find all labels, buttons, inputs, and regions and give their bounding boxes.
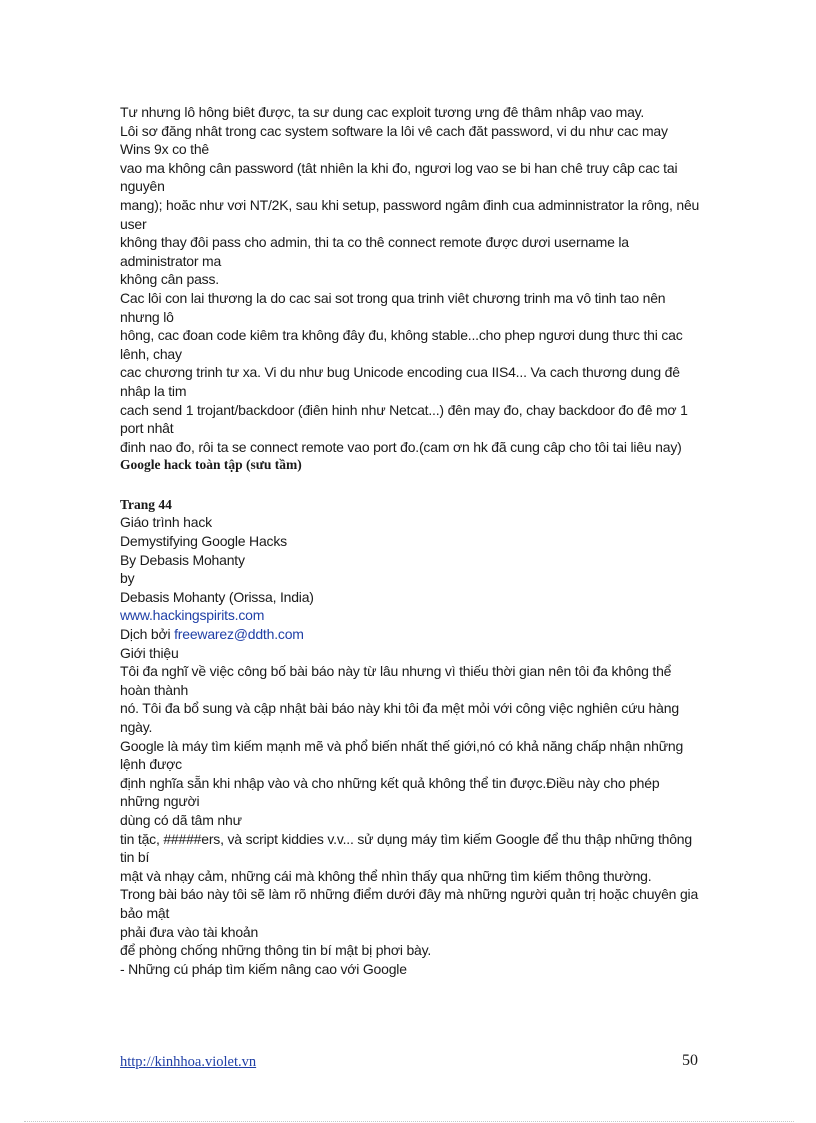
book-title: Giáo trình hack: [120, 514, 212, 531]
text-line: Trong bài báo này tôi sẽ làm rõ những điểm dưới đây mà những người quản trị hoặc chuyên gia bảo mật: [120, 886, 699, 921]
translator-line: [120, 625, 700, 644]
intro-heading: Giới thiệu: [120, 644, 179, 661]
author: Debasis Mohanty (Orissa, India): [120, 588, 314, 605]
by-text: by: [120, 570, 135, 587]
text-line: Cac lôi con lai thương la do cac sai sot trong qua trinh viêt chương trinh ma vô tinh tao nên nhưng lô: [120, 289, 666, 325]
text-line: Lôi sơ đăng nhât trong cac system software la lôi vê cach đăt password, vi du như cac may Wins 9x co thê: [120, 122, 668, 158]
text-line: vao ma không cân password (tât nhiên la khi đo, ngươi log vao se bi han chê truy câp cac tai nguyên: [120, 159, 678, 195]
text-line: không cân pass.: [120, 271, 219, 288]
text-line: dùng có dã tâm như: [120, 811, 242, 828]
translator-prefix: Dịch bởi: [120, 626, 175, 643]
text-line: mang); hoăc như vơi NT/2K, sau khi setup, password ngâm đinh cua adminnistrator la rông, nêu user: [120, 196, 700, 232]
byline: By Debasis Mohanty: [120, 551, 245, 568]
text-line: - Những cú pháp tìm kiếm nâng cao với Google: [120, 960, 407, 977]
section-heading: Google hack toàn tập (sưu tầm): [120, 457, 302, 473]
text-line: để phòng chống những thông tin bí mật bị phơi bày.: [120, 942, 432, 959]
text-line: hông, cac đoan code kiêm tra không đây đu, không stable...cho phep ngươi dung thưc thi cac lênh, chay: [120, 327, 683, 362]
text-line: Tư nhưng lô hông biêt được, ta sư dung cac exploit tương ưng đê thâm nhâp vao may.: [120, 104, 645, 120]
text-line: không thay đôi pass cho admin, thi ta co thê connect remote được dươi username la administrator ma: [120, 234, 629, 269]
text-line: nó. Tôi đa bổ sung và cập nhật bài báo này khi tôi đa mệt mỏi với công việc nghiên cứu hàng ngày.: [120, 700, 679, 735]
text-line: cach send 1 trojant/backdoor (điên hinh như Netcat...) đên may đo, chay backdoor đo đê mơ 1 port nhât: [120, 401, 688, 437]
footer-link[interactable]: http://kinhhoa.violet.vn: [120, 1054, 257, 1070]
website-link[interactable]: www.hackingspirits.com: [120, 607, 265, 624]
page-bottom-divider: [24, 1121, 794, 1122]
text-line: tin tặc, #####ers, và script kiddies v.v... sử dụng máy tìm kiếm Google để thu thập những thông tin bí: [120, 830, 692, 866]
text-line: mật và nhạy cảm, những cái mà không thể nhìn thấy qua những tìm kiếm thông thường.: [120, 867, 652, 884]
section-exploit-text: [120, 103, 700, 978]
text-line: phải đưa vào tài khoản: [120, 923, 259, 940]
text-line: cac chương trinh tư xa. Vi du như bug Unicode encoding cua IIS4... Va cach thương dung đê nhâp la tim: [120, 364, 680, 399]
page-number: 50: [682, 1052, 698, 1069]
page-label: Trang 44: [120, 497, 172, 513]
text-line: Google là máy tìm kiếm mạnh mẽ và phổ biến nhất thế giới,nó có khả năng chấp nhận những lệnh được: [120, 737, 684, 773]
text-line: đinh nao đo, rôi ta se connect remote vao port đo.(cam ơn hk đã cung câp cho tôi tai liêu nay): [120, 438, 682, 455]
text-line: Tôi đa nghĩ về việc công bố bài báo này từ lâu nhưng vì thiếu thời gian nên tôi đa không thể hoàn thành: [120, 663, 672, 698]
spacer: [120, 475, 700, 494]
text-line: định nghĩa sẵn khi nhập vào và cho những kết quả không thể tin được.Điều này cho phép những người: [120, 774, 660, 810]
article-title: Demystifying Google Hacks: [120, 533, 287, 550]
translator-email-link[interactable]: freewarez@ddth.com: [174, 626, 304, 643]
